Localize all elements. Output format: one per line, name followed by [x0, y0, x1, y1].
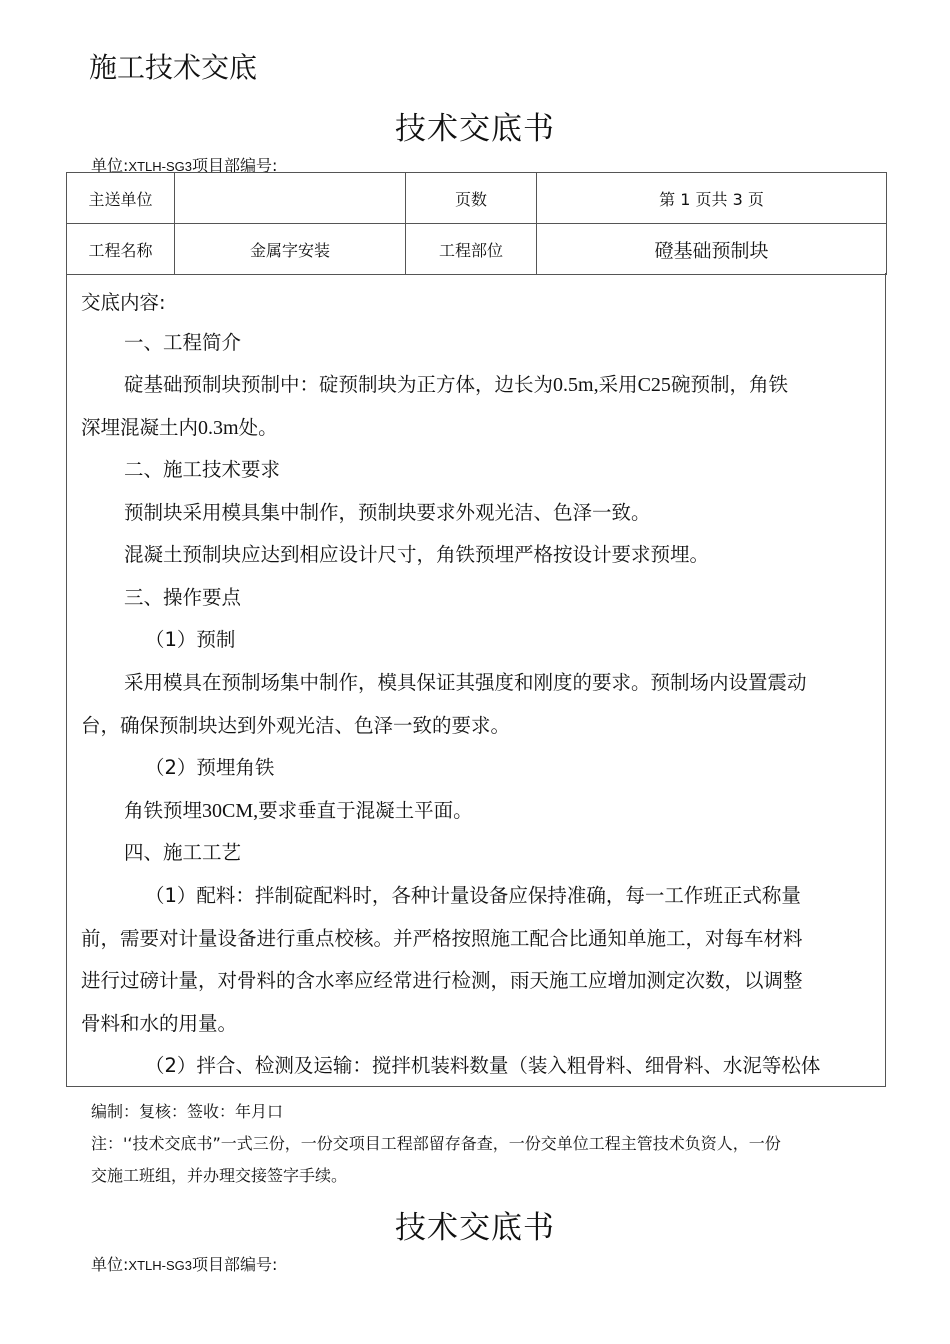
info-table	[66, 172, 887, 275]
section-4-para-2-line-1: （2）拌合、检测及运输：搅拌机装料数量（装入粗骨料、细骨料、水泥等松体	[145, 1054, 821, 1077]
text-run: 采用	[598, 373, 638, 396]
note-line-2: 交施工班组，并办理交接签字手续。	[91, 1166, 348, 1185]
part-label: 工程部位	[406, 224, 537, 275]
unit-suffix: 项目部编号:	[191, 1255, 278, 1274]
unit-label: 单位:	[91, 1255, 129, 1274]
section-3-title: 三、操作要点	[124, 586, 242, 609]
pages-label: 页数	[406, 173, 537, 224]
text-run: 30CM,	[202, 800, 259, 822]
doc-title-page-2: 技术交底书	[395, 1210, 555, 1246]
section-1-para-line-2	[81, 412, 278, 440]
sender-value	[175, 173, 406, 224]
table-row	[67, 173, 887, 224]
section-4-para-1-line-2: 前，需要对计量设备进行重点校核。并严格按照施工配合比通知单施工，对每车材料	[81, 927, 803, 950]
content-box	[66, 273, 886, 1087]
section-2-title: 二、施工技术要求	[124, 458, 281, 481]
section-1-title: 一、工程简介	[124, 331, 242, 354]
pages-value: 第 1 页共 3 页	[537, 173, 887, 224]
section-4-para-1-line-4: 骨料和水的用量。	[81, 1012, 238, 1035]
text-run: 碗预制，角铁	[670, 373, 788, 396]
doc-title: 技术交底书	[395, 111, 555, 147]
text-run: 0.3m	[198, 417, 239, 439]
project-value: 金属字安装	[175, 224, 406, 275]
text-run: 角铁预埋	[124, 799, 203, 822]
section-4-para-1-line-1: （1）配料：拌制碇配料时，各种计量设备应保持准确，每一工作班正式称量	[145, 884, 801, 907]
section-2-para-1: 预制块采用模具集中制作，预制块要求外观光洁、色泽一致。	[124, 501, 651, 524]
table-row	[67, 224, 887, 275]
text-run: C25	[637, 374, 671, 396]
section-3-sub-1: （1）预制	[145, 628, 236, 651]
text-run: 碇基础预制块预制中：碇预制块为正方体，边长为	[124, 373, 554, 396]
text-run: 要求垂直于混凝土平面。	[258, 799, 473, 822]
unit-line-page-2	[91, 1252, 277, 1275]
section-3-sub-2: （2）预埋角铁	[145, 756, 275, 779]
unit-suffix: 项目部编号:	[191, 156, 278, 175]
note-line-1: 注：'‘技术交底书”一式三份，一份交项目工程部留存备查，一份交单位工程主管技术负资人，一份	[91, 1134, 781, 1153]
section-1-para-line-1	[124, 369, 788, 397]
section-4-para-1-line-3: 进行过磅计量，对骨料的含水率应经常进行检测，雨天施工应增加测定次数，以调整	[81, 969, 803, 992]
section-4-title: 四、施工工艺	[124, 841, 242, 864]
unit-code: XTLH-SG3	[128, 159, 192, 174]
text-run: 0.5m,	[553, 374, 599, 396]
unit-label: 单位:	[91, 156, 129, 175]
sender-label: 主送单位	[67, 173, 175, 224]
text-run: 处。	[238, 416, 278, 439]
section-3-para-1-line-2: 台，确保预制块达到外观光洁、色泽一致的要求。	[81, 714, 511, 737]
project-label: 工程名称	[67, 224, 175, 275]
text-run: 深埋混凝土内	[81, 416, 199, 439]
part-value: 磴基础预制块	[537, 224, 887, 275]
header-title: 施工技术交底	[89, 51, 258, 84]
content-heading: 交底内容:	[81, 291, 166, 314]
section-2-para-2: 混凝土预制块应达到相应设计尺寸，角铁预埋严格按设计要求预埋。	[124, 543, 710, 566]
section-3-para-2	[124, 795, 473, 823]
unit-code: XTLH-SG3	[128, 1258, 192, 1273]
section-3-para-1-line-1: 采用模具在预制场集中制作，模具保证其强度和刚度的要求。预制场内设置震动	[124, 671, 807, 694]
sign-line: 编制：复核：签收：年月口	[91, 1102, 284, 1121]
